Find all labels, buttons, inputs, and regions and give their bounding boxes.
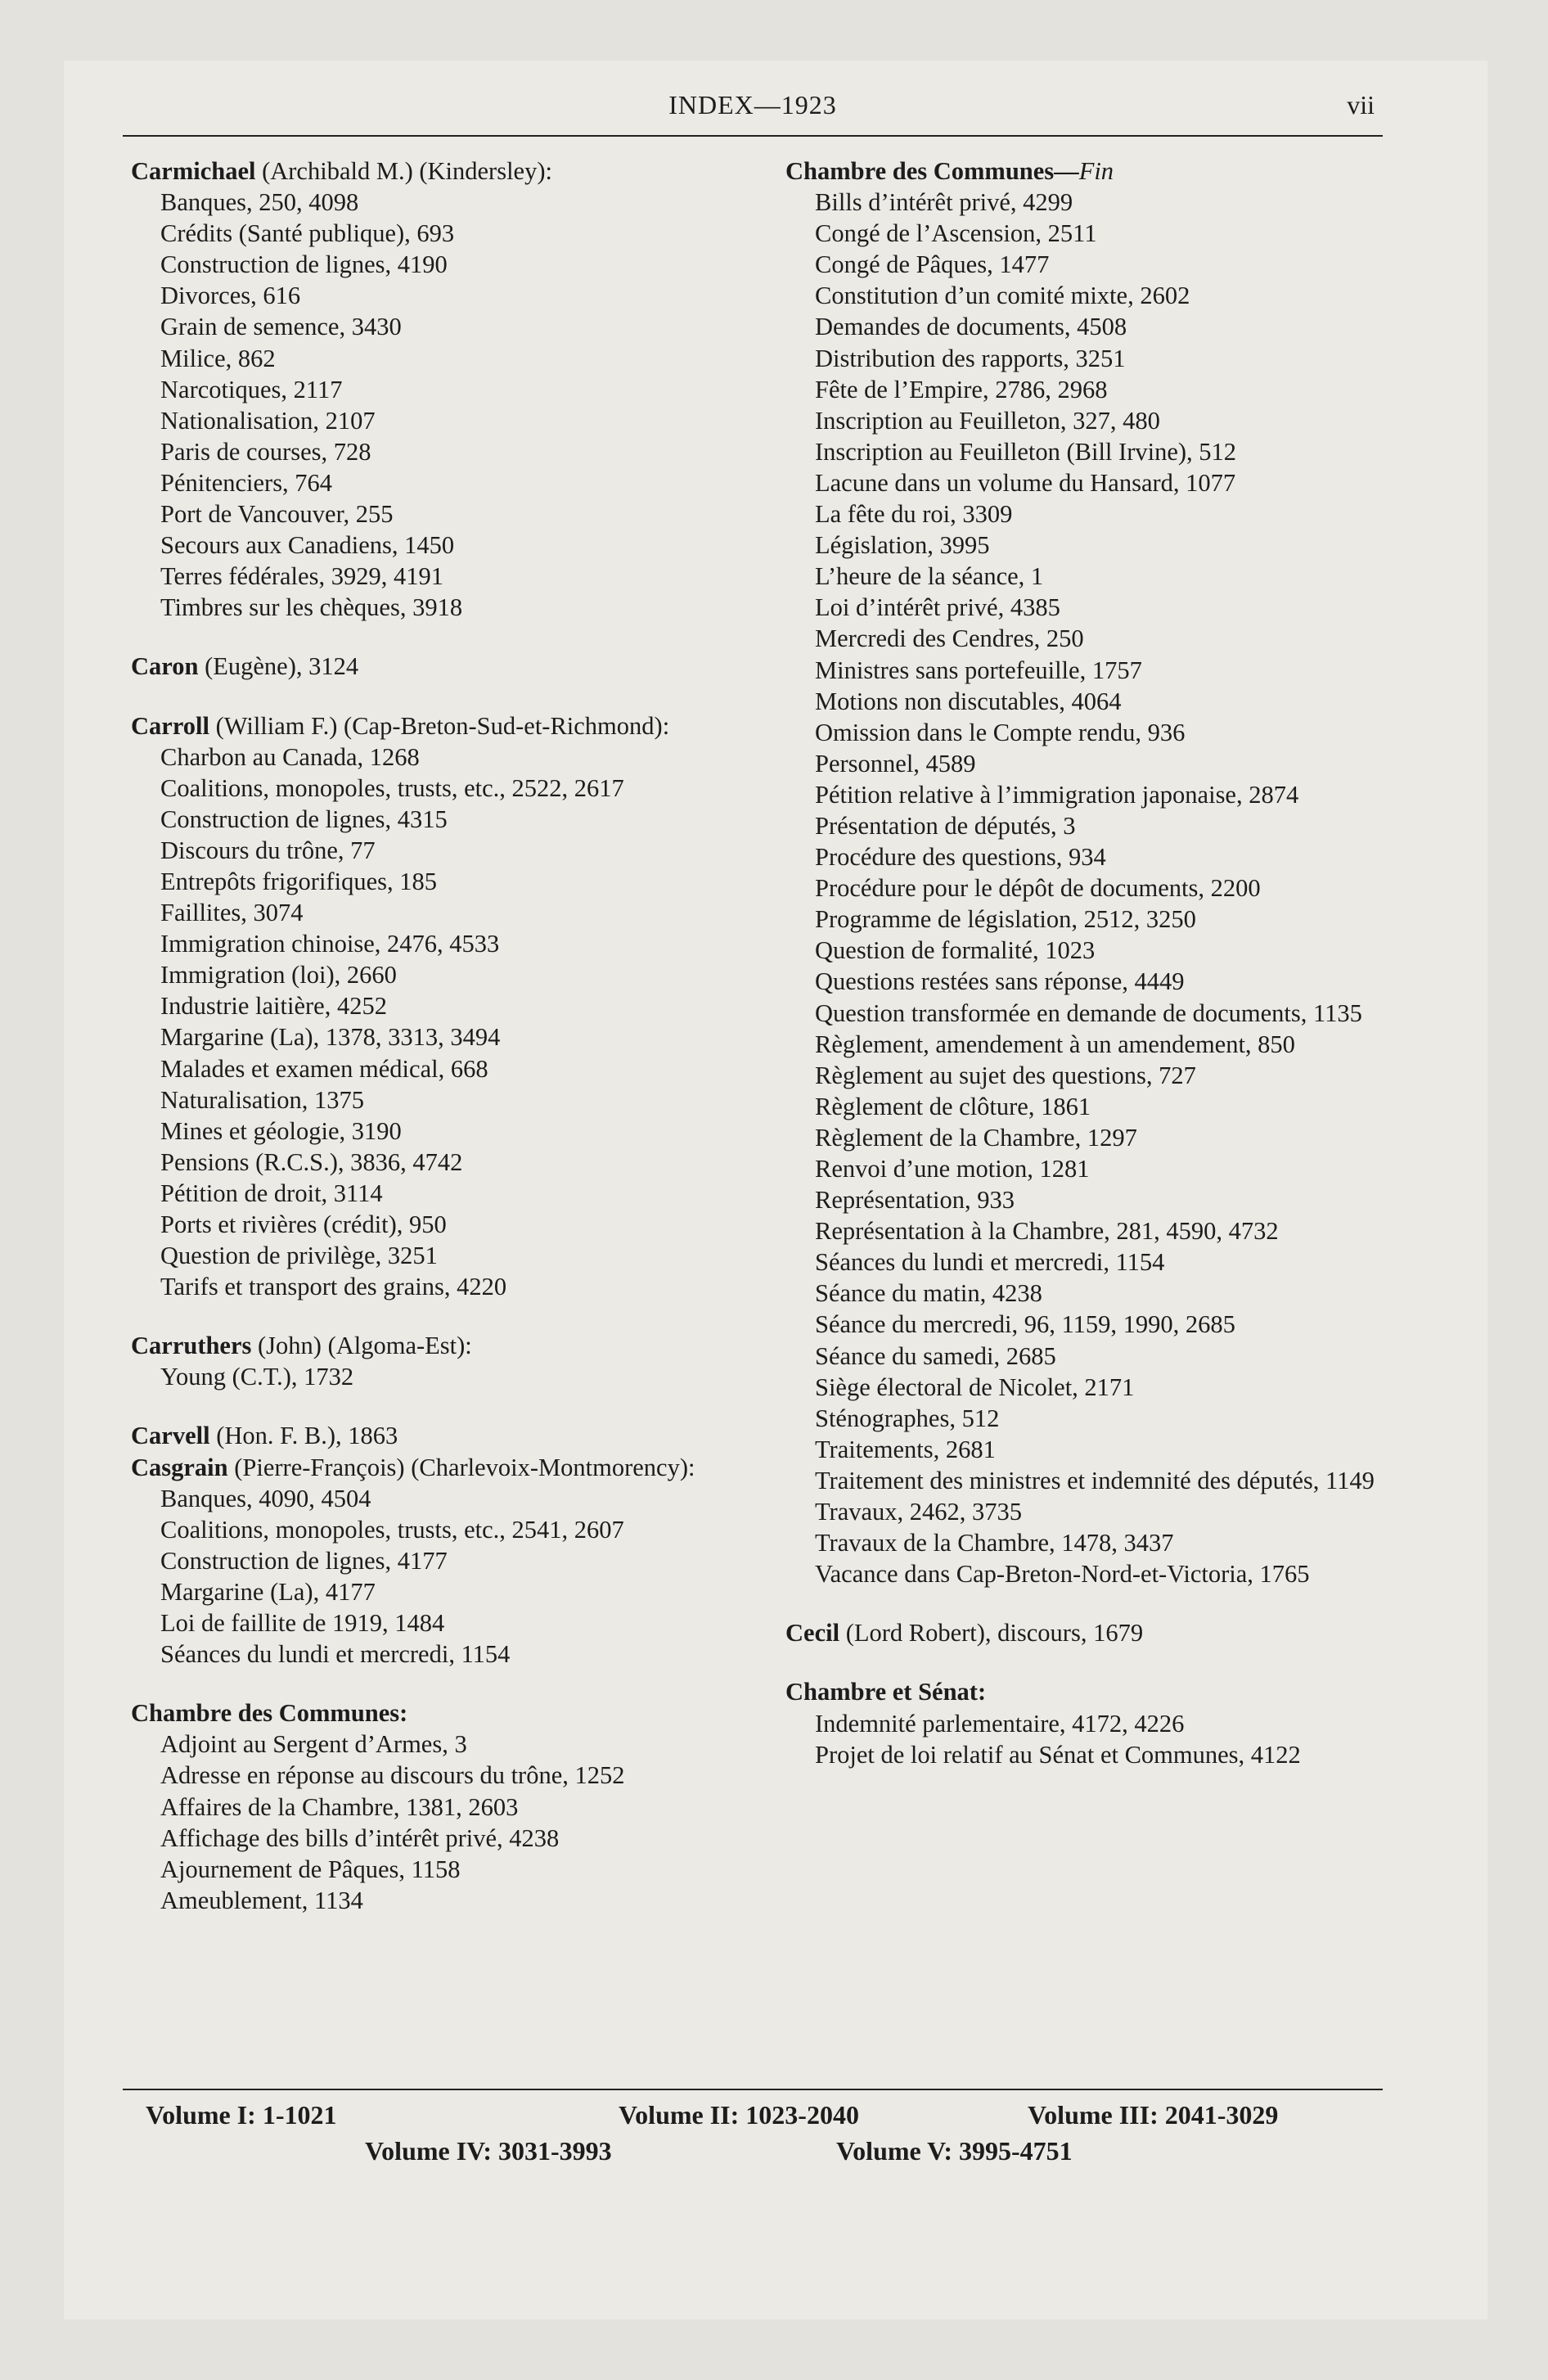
index-entry: Adjoint au Sergent d’Armes, 3 — [160, 1730, 467, 1759]
heading-name: Chambre et Sénat: — [785, 1678, 987, 1706]
index-entry: Programme de législation, 2512, 3250 — [815, 905, 1196, 934]
index-entry: Loi d’intérêt privé, 4385 — [815, 593, 1060, 622]
index-entry: Coalitions, monopoles, trusts, etc., 2541, 2607 — [160, 1515, 624, 1544]
index-entry: Construction de lignes, 4315 — [160, 805, 448, 833]
index-entry: Omission dans le Compte rendu, 936 — [815, 718, 1186, 746]
index-entry: Représentation à la Chambre, 281, 4590, 4732 — [815, 1217, 1279, 1246]
heading-name: Carmichael — [131, 157, 256, 185]
index-entry: Adresse en réponse au discours du trône, 1252 — [160, 1761, 625, 1790]
index-entry: Travaux, 2462, 3735 — [815, 1498, 1023, 1526]
heading-detail: (William F.) (Cap-Breton-Sud-et-Richmond): — [209, 711, 670, 740]
heading-name: Chambre des Communes: — [131, 1699, 408, 1728]
spacer — [131, 683, 785, 710]
index-entry: Coalitions, monopoles, trusts, etc., 2522, 2617 — [160, 773, 624, 802]
index-entry: L’heure de la séance, 1 — [815, 562, 1044, 591]
index-entry: Ministres sans portefeuille, 1757 — [815, 656, 1142, 684]
index-entry: Question de privilège, 3251 — [160, 1242, 438, 1270]
index-entry: Séance du matin, 4238 — [815, 1279, 1042, 1308]
index-entry: Séance du mercredi, 96, 1159, 1990, 2685 — [815, 1310, 1235, 1339]
index-entry: Séances du lundi et mercredi, 1154 — [160, 1640, 511, 1669]
volume-legend — [131, 2097, 1391, 2169]
index-entry: Question transformée en demande de documents, 1135 — [815, 998, 1362, 1027]
index-entry: Séance du samedi, 2685 — [815, 1341, 1056, 1370]
index-entry: Margarine (La), 1378, 3313, 3494 — [160, 1023, 501, 1052]
index-entry: Ports et rivières (crédit), 950 — [160, 1210, 447, 1238]
index-entry: Pétition relative à l’immigration japonaise, 2874 — [815, 780, 1299, 809]
index-heading — [785, 1617, 1424, 1648]
index-entry: Siège électoral de Nicolet, 2171 — [815, 1373, 1135, 1401]
index-heading — [131, 1330, 785, 1361]
index-entry: Constitution d’un comité mixte, 2602 — [815, 282, 1190, 310]
heading-detail: (Lord Robert), discours, 1679 — [839, 1619, 1144, 1648]
heading-name: Chambre des Communes— — [785, 157, 1079, 185]
index-entry: Congé de l’Ascension, 2511 — [815, 219, 1097, 248]
index-entry: Demandes de documents, 4508 — [815, 313, 1127, 341]
index-heading — [785, 156, 1424, 187]
index-entry: Projet de loi relatif au Sénat et Communes, 4122 — [815, 1740, 1301, 1769]
index-entry: Présentation de députés, 3 — [815, 811, 1076, 840]
heading-detail: (John) (Algoma-Est): — [251, 1332, 472, 1360]
index-heading — [131, 1697, 785, 1729]
index-entry: Législation, 3995 — [815, 531, 990, 560]
index-column-right — [785, 156, 1424, 1770]
bottom-rule — [123, 2089, 1383, 2090]
index-entry: Question de formalité, 1023 — [815, 936, 1096, 965]
index-entry: Banques, 250, 4098 — [160, 188, 359, 217]
index-entry: Pétition de droit, 3114 — [160, 1179, 383, 1207]
index-entry: Motions non discutables, 4064 — [815, 687, 1122, 715]
index-entry: Procédure des questions, 934 — [815, 843, 1106, 872]
heading-name: Casgrain — [131, 1453, 228, 1481]
index-entry: Margarine (La), 4177 — [160, 1577, 376, 1606]
page-number: vii — [1347, 90, 1375, 119]
index-entry: Ameublement, 1134 — [160, 1886, 363, 1914]
index-entry: Pénitenciers, 764 — [160, 468, 333, 497]
heading-name: Cecil — [785, 1619, 840, 1648]
index-entry: Bills d’intérêt privé, 4299 — [815, 188, 1073, 217]
heading-name: Caron — [131, 652, 199, 681]
index-entry: Crédits (Santé publique), 693 — [160, 219, 455, 248]
spacer — [131, 1670, 785, 1697]
index-entry: Terres fédérales, 3929, 4191 — [160, 562, 443, 591]
index-heading — [131, 651, 785, 682]
index-heading — [131, 1420, 785, 1451]
index-entry: Lacune dans un volume du Hansard, 1077 — [815, 468, 1236, 497]
heading-detail: (Archibald M.) (Kindersley): — [255, 157, 552, 185]
index-entry: La fête du roi, 3309 — [815, 500, 1013, 529]
index-entry: Indemnité parlementaire, 4172, 4226 — [815, 1709, 1185, 1738]
index-entry: Mercredi des Cendres, 250 — [815, 624, 1084, 653]
index-entry: Construction de lignes, 4190 — [160, 250, 448, 279]
index-entry: Traitement des ministres et indemnité des députés, 1149 — [815, 1466, 1375, 1494]
index-entry: Immigration chinoise, 2476, 4533 — [160, 930, 500, 958]
index-entry: Discours du trône, 77 — [160, 836, 376, 864]
index-entry: Immigration (loi), 2660 — [160, 961, 397, 989]
index-entry: Vacance dans Cap-Breton-Nord-et-Victoria, 1765 — [815, 1560, 1310, 1589]
heading-detail: (Hon. F. B.), 1863 — [209, 1422, 398, 1450]
index-entry: Entrepôts frigorifiques, 185 — [160, 867, 437, 895]
spacer — [785, 1589, 1424, 1617]
index-entry: Règlement de clôture, 1861 — [815, 1092, 1091, 1120]
spacer — [131, 1302, 785, 1330]
index-entry: Faillites, 3074 — [160, 899, 304, 927]
index-entry: Séances du lundi et mercredi, 1154 — [815, 1248, 1165, 1277]
index-entry: Divorces, 616 — [160, 282, 301, 310]
index-entry: Procédure pour le dépôt de documents, 2200 — [815, 874, 1261, 903]
spacer — [131, 1392, 785, 1420]
heading-name: Carroll — [131, 711, 209, 740]
index-entry: Grain de semence, 3430 — [160, 313, 402, 341]
index-entry: Milice, 862 — [160, 344, 276, 372]
index-entry: Questions restées sans réponse, 4449 — [815, 967, 1185, 996]
heading-name: Carvell — [131, 1422, 210, 1450]
index-entry: Inscription au Feuilleton, 327, 480 — [815, 406, 1160, 435]
heading-name: Carruthers — [131, 1332, 252, 1360]
index-entry: Travaux de la Chambre, 1478, 3437 — [815, 1529, 1174, 1557]
heading-detail: (Pierre-François) (Charlevoix-Montmorency): — [227, 1453, 695, 1481]
index-entry: Young (C.T.), 1732 — [160, 1363, 354, 1391]
index-entry: Industrie laitière, 4252 — [160, 992, 387, 1021]
index-entry: Banques, 4090, 4504 — [160, 1484, 371, 1512]
index-entry: Port de Vancouver, 255 — [160, 500, 394, 529]
index-entry: Fête de l’Empire, 2786, 2968 — [815, 375, 1108, 403]
volume-2-range: Volume II: 1023-2040 — [619, 2100, 859, 2130]
index-entry: Représentation, 933 — [815, 1186, 1015, 1215]
index-heading — [131, 710, 785, 741]
index-entry: Charbon au Canada, 1268 — [160, 742, 420, 771]
index-entry: Règlement au sujet des questions, 727 — [815, 1061, 1196, 1089]
index-entry: Narcotiques, 2117 — [160, 375, 343, 403]
index-entry: Affichage des bills d’intérêt privé, 4238 — [160, 1823, 560, 1852]
volume-4-range: Volume IV: 3031-3993 — [365, 2136, 612, 2166]
index-heading — [131, 156, 785, 187]
index-entry: Distribution des rapports, 3251 — [815, 344, 1126, 372]
page-header — [123, 90, 1383, 139]
index-entry: Naturalisation, 1375 — [160, 1085, 365, 1114]
index-entry: Personnel, 4589 — [815, 749, 976, 778]
index-entry: Règlement de la Chambre, 1297 — [815, 1123, 1137, 1152]
page-title: INDEX—1923 — [668, 90, 837, 119]
index-entry: Traitements, 2681 — [815, 1435, 996, 1463]
index-entry: Congé de Pâques, 1477 — [815, 250, 1050, 279]
index-entry: Timbres sur les chèques, 3918 — [160, 593, 463, 622]
index-entry: Secours aux Canadiens, 1450 — [160, 531, 455, 560]
spacer — [131, 623, 785, 651]
index-entry: Construction de lignes, 4177 — [160, 1546, 448, 1575]
index-entry: Nationalisation, 2107 — [160, 406, 376, 435]
index-entry: Inscription au Feuilleton (Bill Irvine), 512 — [815, 437, 1237, 466]
spacer — [785, 1648, 1424, 1676]
volume-5-range: Volume V: 3995-4751 — [836, 2136, 1073, 2166]
index-column-left — [131, 156, 785, 1916]
top-rule — [123, 135, 1383, 137]
index-entry: Sténographes, 512 — [815, 1404, 1000, 1432]
index-entry: Malades et examen médical, 668 — [160, 1054, 488, 1083]
heading-detail: (Eugène), 3124 — [198, 652, 359, 681]
index-entry: Paris de courses, 728 — [160, 437, 371, 466]
volume-1-range: Volume I: 1-1021 — [146, 2100, 337, 2130]
heading-suffix: Fin — [1078, 157, 1114, 185]
index-entry: Ajournement de Pâques, 1158 — [160, 1855, 461, 1883]
index-heading — [785, 1676, 1424, 1707]
index-entry: Tarifs et transport des grains, 4220 — [160, 1273, 507, 1301]
index-entry: Mines et géologie, 3190 — [160, 1116, 402, 1145]
index-entry: Pensions (R.C.S.), 3836, 4742 — [160, 1147, 463, 1176]
volume-3-range: Volume III: 2041-3029 — [1028, 2100, 1279, 2130]
index-entry: Loi de faillite de 1919, 1484 — [160, 1609, 445, 1638]
index-entry: Règlement, amendement à un amendement, 850 — [815, 1030, 1295, 1058]
index-heading — [131, 1452, 785, 1483]
index-entry: Affaires de la Chambre, 1381, 2603 — [160, 1792, 519, 1821]
index-entry: Renvoi d’une motion, 1281 — [815, 1155, 1090, 1183]
